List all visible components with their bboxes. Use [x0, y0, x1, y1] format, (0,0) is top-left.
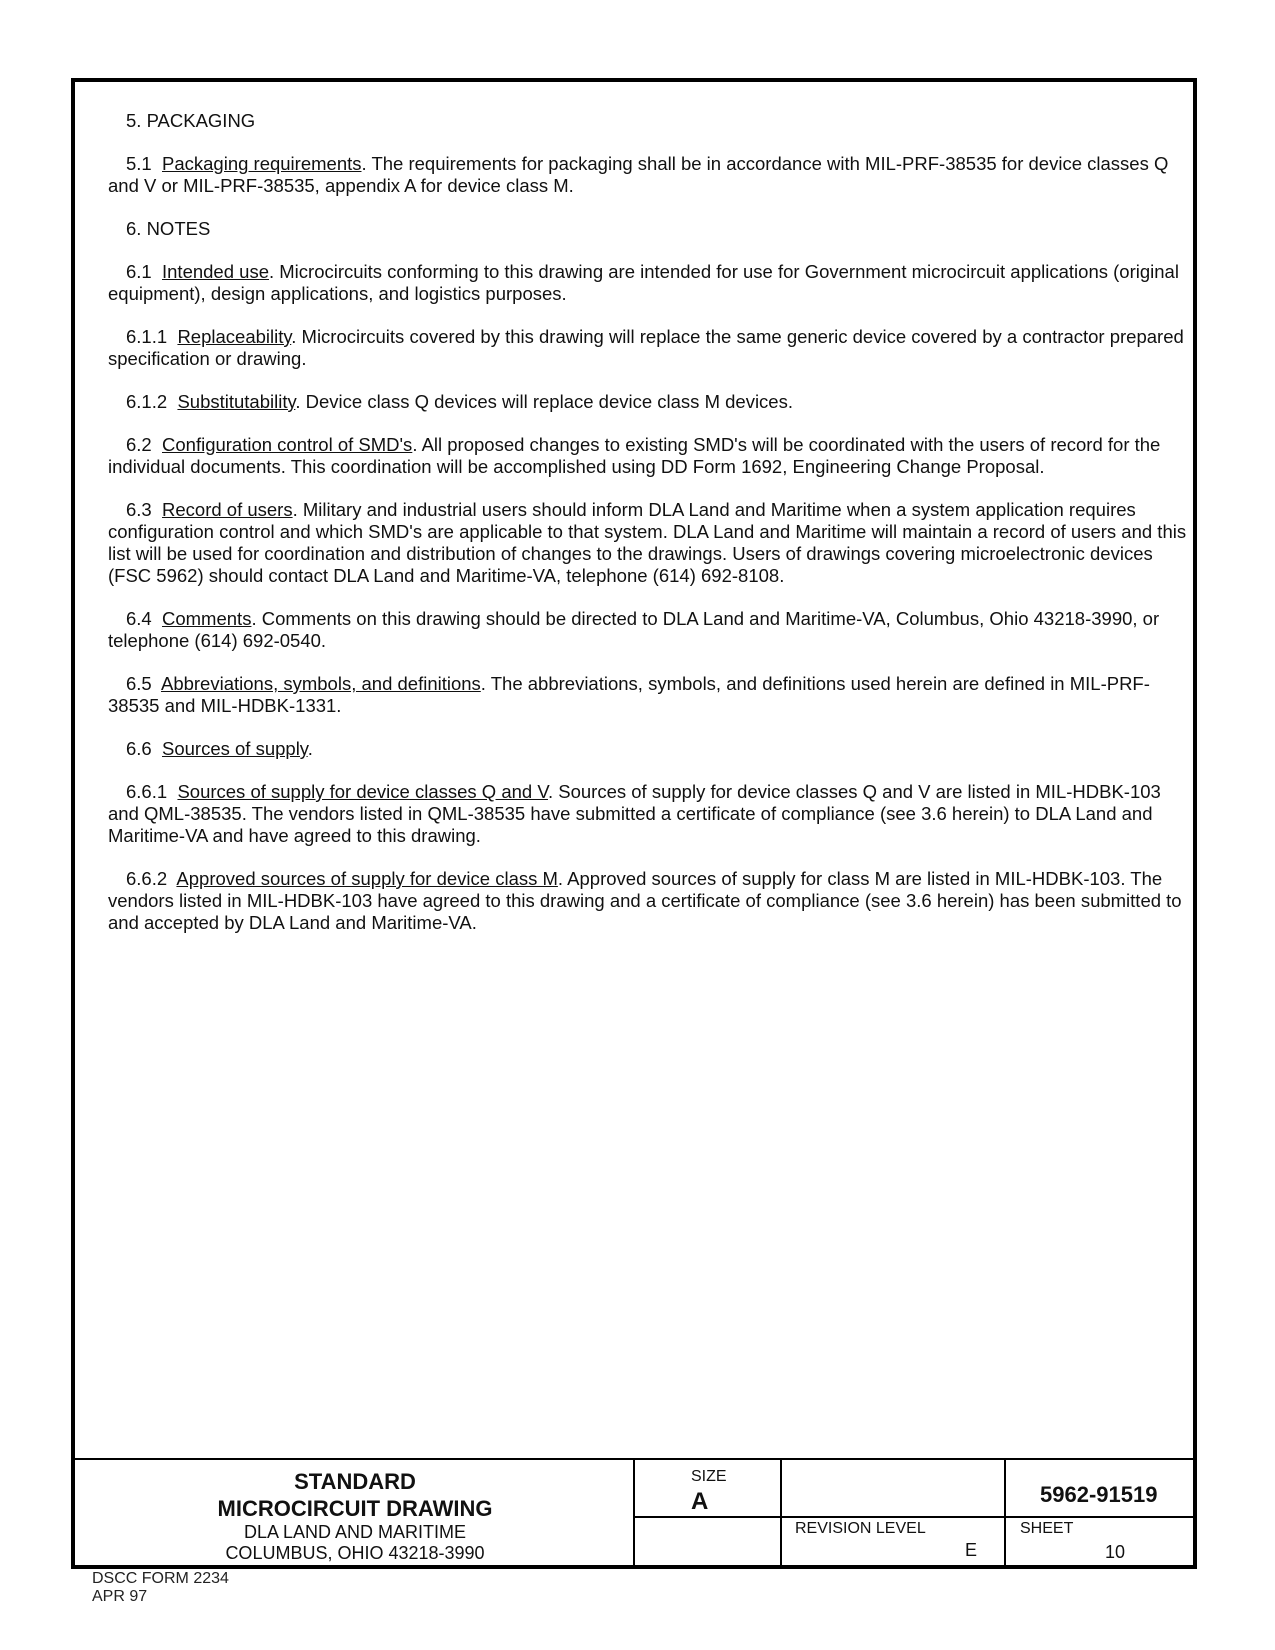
size-value: A: [691, 1488, 709, 1515]
revision-value: E: [965, 1540, 978, 1560]
section-title: Replaceability: [177, 326, 292, 347]
document-body: [108, 110, 1188, 955]
document-number: 5962-91519: [1040, 1482, 1158, 1507]
title-line-1: STANDARD: [294, 1469, 416, 1494]
section-6-4: [108, 608, 1188, 652]
section-title: Sources of supply: [162, 738, 308, 759]
section-text: . All proposed changes to existing SMD's will be coordinated with the users of record for the individual documents. This coordination will be accomplished using DD Form 1692, Engineering Change Proposal.: [108, 434, 1161, 477]
section-text: . The requirements for packaging shall be in accordance with MIL-PRF-38535 for device classes Q and V or MIL-PRF-38535, appendix A for device class M.: [108, 153, 1169, 196]
section-5-1: [108, 153, 1188, 197]
section-6-2: [108, 434, 1188, 478]
section-text: . The abbreviations, symbols, and definitions used herein are defined in MIL-PRF-38535 and MIL-HDBK-1331.: [108, 673, 1150, 716]
section-title: Approved sources of supply for device class M: [176, 868, 558, 889]
section-number: 6.3: [126, 499, 152, 520]
title-line-2: MICROCIRCUIT DRAWING: [217, 1496, 493, 1521]
section-6-3: [108, 499, 1188, 587]
section-6-6-1: [108, 781, 1188, 847]
sheet-label: SHEET: [1020, 1520, 1074, 1537]
section-text: . Military and industrial users should inform DLA Land and Maritime when a system application requires configuration control and which SMD's are applicable to that system. DLA Land and Maritime will maintain a record of users and this list will be used for coordination and distribution of changes to the drawings. Users of drawings covering microelectronic devices (FSC 5962) should contact DLA Land and Maritime-VA, telephone (614) 692-8108.: [108, 499, 1187, 586]
revision-label: REVISION LEVEL: [795, 1520, 926, 1537]
section-6-6-2: [108, 868, 1188, 934]
section-text: . Sources of supply for device classes Q and V are listed in MIL-HDBK-103 and QML-38535. The vendors listed in QML-38535 have submitted a certificate of compliance (see 3.6 herein) to DLA Land and Maritime-VA and have agreed to this drawing.: [108, 781, 1161, 846]
section-6-6: [108, 738, 1188, 760]
section-number: 6.1.1: [126, 326, 168, 347]
sheet-value: 10: [1105, 1542, 1126, 1562]
size-label: SIZE: [691, 1468, 727, 1485]
organization: [75, 1522, 635, 1564]
section-title: Substitutability: [177, 391, 296, 412]
section-text: . Comments on this drawing should be directed to DLA Land and Maritime-VA, Columbus, Ohio 43218-3990, or telephone (614) 692-0540.: [108, 608, 1160, 651]
divider: [633, 1516, 1193, 1518]
section-title: Sources of supply for device classes Q and V: [177, 781, 548, 802]
section-number: 6.2: [126, 434, 152, 455]
divider: [1004, 1460, 1006, 1567]
section-title: Comments: [162, 608, 252, 629]
section-title: Intended use: [162, 261, 269, 282]
section-number: 6.1: [126, 261, 152, 282]
section-text: . Approved sources of supply for class M are listed in MIL-HDBK-103. The vendors listed in MIL-HDBK-103 have agreed to this drawing and a certificate of compliance (see 3.6 herein) has been submitted to and accepted by DLA Land and Maritime-VA.: [108, 868, 1182, 933]
drawing-title: [75, 1468, 635, 1522]
form-footer: [92, 1570, 229, 1606]
section-6-1-2: [108, 391, 1188, 413]
section-title: Abbreviations, symbols, and definitions: [160, 673, 481, 694]
section-number: 6.6: [126, 738, 152, 759]
section-number: 6.1.2: [126, 391, 168, 412]
section-5-heading: 5. PACKAGING: [126, 110, 256, 131]
section-number: 6.4: [126, 608, 152, 629]
section-number: 6.5: [126, 673, 152, 694]
section-number: 6.6.2: [126, 868, 168, 889]
section-text: . Microcircuits conforming to this drawing are intended for use for Government microcircuit applications (original equipment), design applications, and logistics purposes.: [108, 261, 1179, 304]
section-title: Configuration control of SMD's: [162, 434, 413, 455]
title-block: [75, 1458, 1193, 1565]
section-text: . Device class Q devices will replace device class M devices.: [295, 391, 793, 412]
section-6-1-1: [108, 326, 1188, 370]
org-line-2: COLUMBUS, OHIO 43218-3990: [225, 1543, 485, 1563]
section-title: Record of users: [162, 499, 293, 520]
section-number: 5.1: [126, 153, 152, 174]
org-line-1: DLA LAND AND MARITIME: [243, 1522, 467, 1542]
form-name: DSCC FORM 2234: [92, 1570, 229, 1587]
divider: [780, 1460, 782, 1567]
section-text: .: [307, 738, 313, 759]
section-6-1: [108, 261, 1188, 305]
section-title: Packaging requirements: [162, 153, 362, 174]
section-6-5: [108, 673, 1188, 717]
section-number: 6.6.1: [126, 781, 168, 802]
section-text: . Microcircuits covered by this drawing will replace the same generic device covered by a contractor prepared specification or drawing.: [108, 326, 1184, 369]
form-date: APR 97: [92, 1588, 148, 1605]
section-6-heading: 6. NOTES: [126, 218, 211, 239]
